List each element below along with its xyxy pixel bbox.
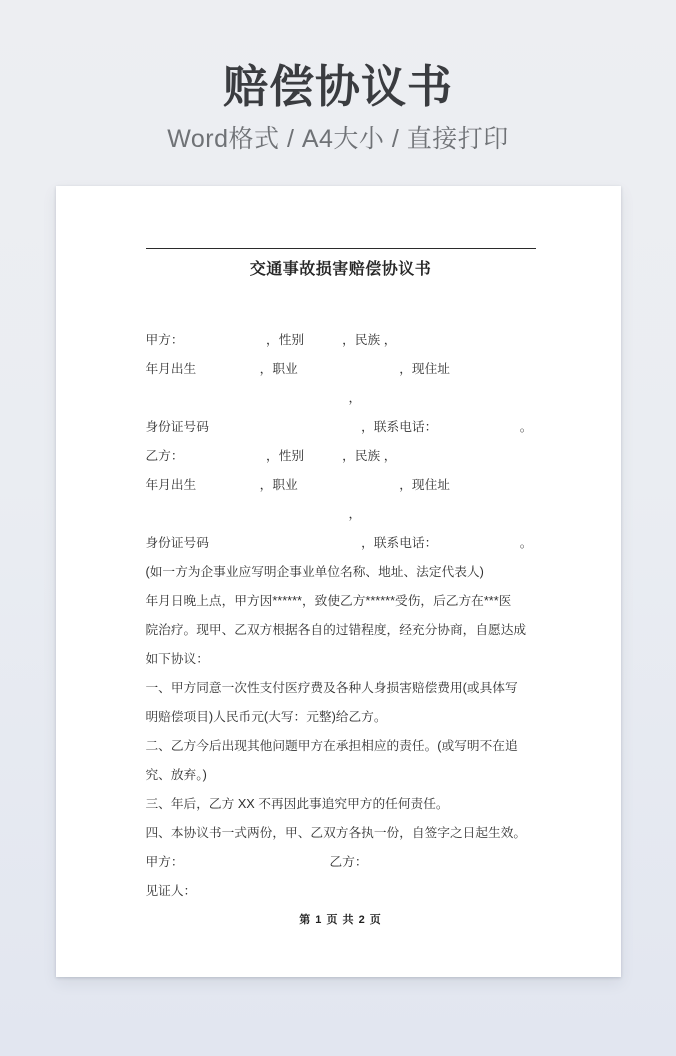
document-line: 一、甲方同意一次性支付医疗费及各种人身损害赔偿费用(或具体写 [145,681,518,695]
document-line: 乙方： ，性别 ，民族 ， [145,449,397,463]
document-line: 身份证号码 ，联系电话： 。 [145,420,533,434]
document-line: 二、乙方今后出现其他问题甲方在承担相应的责任。(或写明不在追 [145,739,518,753]
promo-header [0,0,676,156]
promo-title: 赔偿协议书 [222,61,453,112]
page-number: 第 1 页 共 2 页 [299,914,382,926]
document-line: 如下协议： [145,652,209,666]
document-line: 见证人： [145,884,197,898]
document-line: (如一方为企事业应写明企事业单位名称、地址、法定代表人) [145,565,484,579]
document-top-rule [146,248,536,249]
document-line: 明赔偿项目)人民币元(大写：元整)给乙方。 [145,710,387,724]
document-line: 究、放弃。) [145,768,207,782]
document-line: 四、本协议书一式两份，甲、乙双方各执一份，自签字之日起生效。 [145,826,527,840]
document-line: 年月出生 ，职业 ，现住址 [145,478,450,492]
document-body [146,326,536,906]
document-line: 年月日晚上点，甲方因******，致使乙方******受伤，后乙方在***医 [145,594,512,608]
document-line: ， [145,507,362,521]
promo-subtitle: Word格式 / A4大小 / 直接打印 [167,125,509,153]
document-line: 甲方： ，性别 ，民族 ， [145,333,397,347]
document-page [56,186,621,977]
document-line: 甲方： 乙方： [145,855,368,869]
document-line: 三、年后，乙方 XX 不再因此事追究甲方的任何责任。 [145,797,449,811]
document-line: 身份证号码 ，联系电话： 。 [145,536,533,550]
document-line: 院治疗。现甲、乙双方根据各自的过错程度，经充分协商，自愿达成 [145,623,527,637]
document-title: 交通事故损害赔偿协议书 [249,261,432,278]
document-line: ， [145,391,362,405]
document-line: 年月出生 ，职业 ，现住址 [145,362,450,376]
